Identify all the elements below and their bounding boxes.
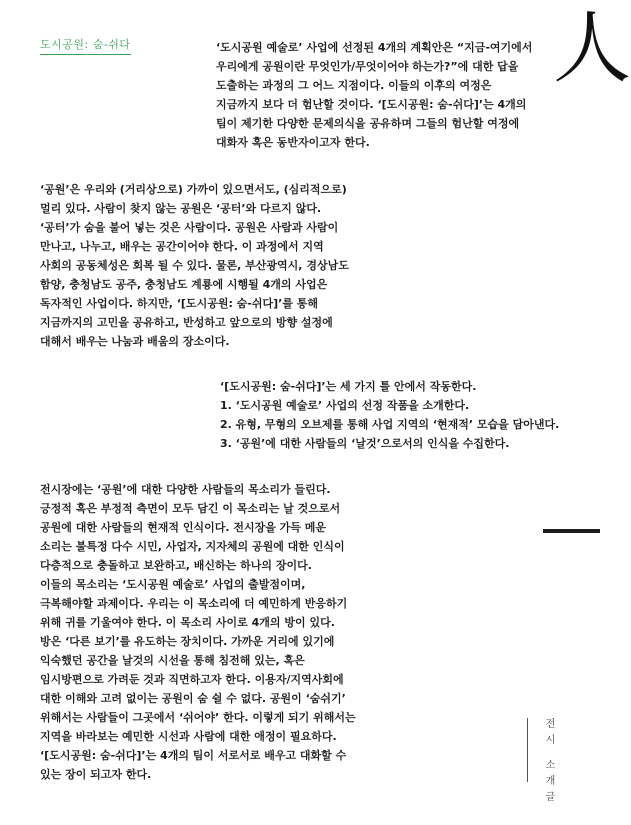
- voices-paragraph: 전시장에는 ‘공원’에 대한 다양한 사람들의 목소리가 들린다. 긍정적 혹은 부정적 측면이 모두 담긴 이 목소리는 날 것으로서 공원에 대한 사람들의 현재적 인식이다. 전시장을 가득 메운 소리는 불특정 다수 시민, 사업자, 지자체의 공원에 대한 인식이 다층적으로 충돌하고 보완하고, 배신하는 하나의 장이다. 이들의 목소리는 ‘도시공원 예술로’ 사업의 출발점이며, 극복해야할 과제이다. 우리는 이 목소리에 더 예민하게 반응하기 위해 귀를 기울여야 한다. 이 목소리 사이로 4개의 방이 있다. 방은 ‘다른 보기’를 유도하는 장치이다. 가까운 거리에 있기에 익숙했던 공간을 날것의 시선을 통해 침전해 있는, 혹은 임시방편으로 가려둔 것과 직면하고자 한다. 이용자/지역사회에 대한 이해와 고려 없이는 공원이 숨 쉴 수 없다. 공원이 ‘숨쉬기’ 위해서는 사람들이 그곳에서 ‘쉬어야’ 한다. 이렇게 되기 위해서는 지역을 바라보는 예민한 시선과 사람에 대한 애정이 필요하다. ‘[도시공원: 숨-쉬다]’는 4개의 팀이 서로서로 배우고 대화할 수 있는 장이 되고자 한다.: [40, 483, 356, 781]
- sidebar-label: 전시 소개글: [543, 718, 554, 808]
- decorative-bar: [543, 529, 600, 533]
- purpose-paragraph: ‘[도시공원: 숨-쉬다]’는 세 가지 틀 안에서 작동한다. 1. ‘도시공원 예술로’ 사업의 선정 작품을 소개한다. 2. 유형, 무형의 오브제를 통해 사업 지역의 ‘현재적’ 모습을 담아낸다. 3. ‘공원’에 대한 사람들의 ‘날것’으로서의 인식을 수집한다.: [220, 380, 560, 450]
- section-tag: 도시공원: 숨-쉬다: [40, 36, 131, 55]
- intro-paragraph: ‘도시공원 예술로’ 사업에 선정된 4개의 계획안은 “지금-여기에서 우리에게 공원이란 무엇인가/무엇이어야 하는가?”에 대한 답을 도출하는 과정의 그 어느 지점이다. 이들의 이후의 여정은 지금까지 보다 더 험난할 것이다. ‘[도시공원: 숨-쉬다]’는 4개의 팀이 제기한 다양한 문제의식을 공유하며 그들의 험난할 여정에 대화자 혹은 동반자이고자 한다.: [216, 41, 533, 149]
- sidebar-rule: [527, 718, 528, 782]
- about-paragraph: ‘공원’은 우리와 (거리상으로) 가까이 있으면서도, (심리적으로) 멀리 있다. 사람이 찾지 않는 공원은 ‘공터’와 다르지 않다. ‘공터’가 숨을 불어 넣는 것은 사람이다. 공원은 사람과 사람이 만나고, 나누고, 배우는 공간이어야 한다. 이 과정에서 지역 사회의 공동체성은 회복 될 수 있다. 물론, 부산광역시, 경상남도 함양, 충청남도 공주, 충청남도 계룡에 시행될 4개의 사업은 독자적인 사업이다. 하지만, ‘[도시공원: 숨-쉬다]’를 통해 지금까지의 고민을 공유하고, 반성하고 앞으로의 방향 설정에 대해서 배우는 나눔과 배움의 장소이다.: [40, 183, 349, 348]
- corner-glyph: 人: [553, 4, 631, 94]
